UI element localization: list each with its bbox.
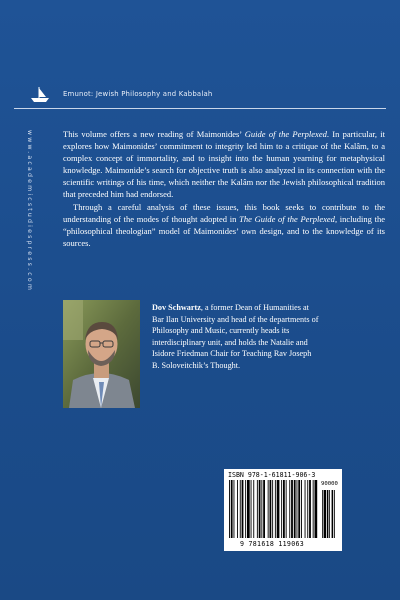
- description-paragraph-1: [63, 128, 385, 201]
- price-code: 90000: [321, 481, 338, 487]
- p1-book-title: Guide of the Perplexed: [244, 129, 327, 139]
- series-title: Emunot: Jewish Philosophy and Kabbalah: [63, 90, 213, 98]
- isbn-barcode: [224, 469, 342, 551]
- p1-text-b: . In particular, it explores how Maimonides’ commitment to integrity led him to a critique of the Kalâm, to a complex concept of immortality, and to insight into the human yearning for metaphysical knowledge. Maimonide’s search for objective truth is also analyzed in its connection with the scientific writings of his time, which neither the Kalâm nor the Jewish philosophical tradition that preceded him had endorsed.: [63, 129, 385, 200]
- book-description: [63, 128, 385, 249]
- p2-book-title: The Guide of the Perplexed: [239, 213, 335, 224]
- author-bio: [152, 302, 320, 372]
- author-bio-text: , a former Dean of Humanities at Bar Ilan University and head of the departments of Philosophy and Music, currently heads its interdisciplinary unit, and holds the Natalie and Isidore Friedman Chair for Teaching Rav Joseph B. Soloveitchik’s Thought.: [152, 303, 319, 370]
- boat-icon: [28, 86, 52, 104]
- p2-text-a: Through a careful analysis of these issues, this book seeks to contribute to the understanding of the modes of thought adopted in: [63, 201, 385, 224]
- author-photo: [63, 300, 140, 408]
- isbn-number: ISBN 978-1-61811-906-3: [228, 471, 316, 479]
- p1-text-a: This volume offers a new reading of Maimonides’: [63, 129, 245, 139]
- description-paragraph-2: [63, 201, 385, 249]
- ean-digits: 9 781618 119063: [239, 540, 305, 548]
- p2-text-b: , including the “philosophical theologian” model of Maimonides’ own design, and to the knowledge of its sources.: [63, 213, 385, 248]
- barcode-bars: [228, 480, 338, 540]
- publisher-url: www.academicstudiespress.com: [26, 130, 33, 293]
- author-name: Dov Schwartz: [152, 303, 201, 312]
- series-divider: [14, 108, 386, 109]
